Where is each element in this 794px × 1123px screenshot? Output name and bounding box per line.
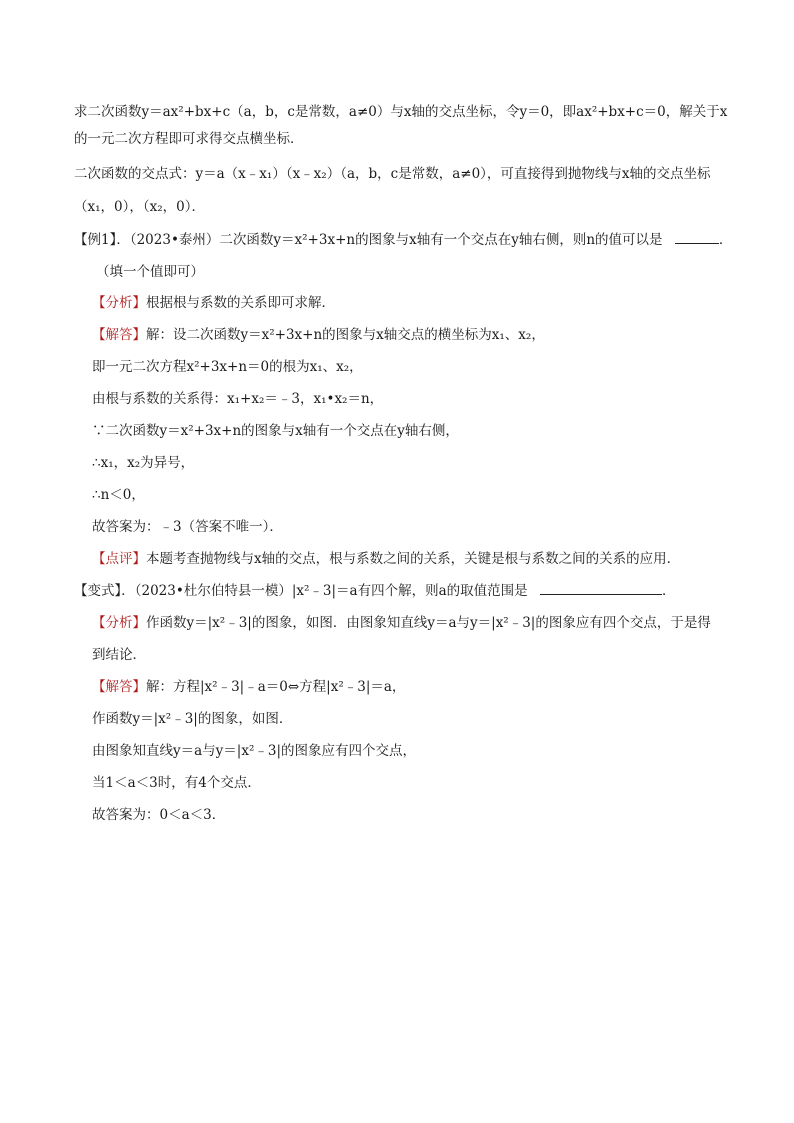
comment-label: 【点评】 [92, 551, 146, 567]
intro-line-3: 二次函数的交点式：y＝a（x﹣x₁）（x﹣x₂）（a，b，c是常数，a≠0），可直接得到抛物线与x轴的交点坐标 [74, 166, 711, 182]
example1-question-text: 【例1】．（2023•泰州）二次函数y＝x²+3x+n的图象与x轴有一个交点在y轴右侧，则n的值可以是 [74, 232, 663, 248]
solution-text: 解：设二次函数y＝x²+3x+n的图象与x轴交点的横坐标为x₁、x₂， [146, 327, 545, 343]
solution-label: 【解答】 [92, 679, 146, 695]
variant-analysis-line-2: 到结论． [92, 647, 146, 663]
variant-solution-line-4: 当1＜a＜3时，有4个交点． [92, 775, 261, 791]
variant-question-tail: ． [661, 583, 676, 599]
example1-solution-line-3: 由根与系数的关系得：x₁+x₂＝﹣3，x₁•x₂＝n， [92, 391, 384, 407]
answer-blank [540, 582, 662, 595]
example1-solution-line-4: ∵二次函数y＝x²+3x+n的图象与x轴有一个交点在y轴右侧， [92, 423, 459, 439]
example1-solution-line-6: ∴n＜0， [92, 487, 145, 503]
variant-solution-line-2: 作函数y＝|x²﹣3|的图象，如图． [92, 711, 293, 727]
intro-line-4: （x₁，0），（x₂，0）． [74, 199, 205, 215]
example1-question [74, 231, 732, 249]
example1-note: （填一个值即可） [96, 264, 204, 280]
intro-line-1: 求二次函数y＝ax²+bx+c（a，b，c是常数，a≠0）与x轴的交点坐标，令y＝0，即ax²+bx+c＝0，解关于x [74, 104, 728, 120]
variant-solution-line-3: 由图象知直线y＝a与y＝|x²﹣3|的图象应有四个交点， [92, 743, 417, 759]
analysis-label: 【分析】 [92, 295, 146, 311]
analysis-text: 作函数y＝|x²﹣3|的图象，如图．由图象知直线y＝a与y＝|x²﹣3|的图象应有四个交点，于是得 [146, 615, 711, 631]
example1-analysis [92, 294, 335, 312]
example1-solution-line-2: 即一元二次方程x²+3x+n＝0的根为x₁、x₂， [92, 359, 363, 375]
answer-blank [675, 231, 719, 244]
analysis-text: 根据根与系数的关系即可求解． [146, 295, 335, 311]
variant-solution-line-5: 故答案为：0＜a＜3． [92, 807, 226, 823]
analysis-label: 【分析】 [92, 615, 146, 631]
variant-solution-line-1 [92, 678, 405, 696]
solution-label: 【解答】 [92, 327, 146, 343]
variant-question-text: 【变式】．（2023•杜尔伯特县一模）|x²﹣3|＝a有四个解，则a的取值范围是 [74, 583, 528, 599]
intro-line-2: 的一元二次方程即可求得交点横坐标． [74, 131, 304, 147]
example1-solution-line-7: 故答案为：﹣3（答案不唯一）． [92, 519, 283, 535]
variant-analysis-line-1 [92, 614, 711, 632]
comment-text: 本题考查抛物线与x轴的交点，根与系数之间的关系，关键是根与系数之间的关系的应用． [146, 551, 681, 567]
example1-comment [92, 550, 680, 568]
variant-question [74, 582, 675, 600]
example1-solution-line-5: ∴x₁，x₂为异号， [92, 455, 195, 471]
example1-solution-line-1 [92, 326, 545, 344]
solution-text: 解：方程|x²﹣3|﹣a＝0⇔方程|x²﹣3|＝a， [146, 679, 406, 695]
example1-question-tail: ． [718, 232, 733, 248]
